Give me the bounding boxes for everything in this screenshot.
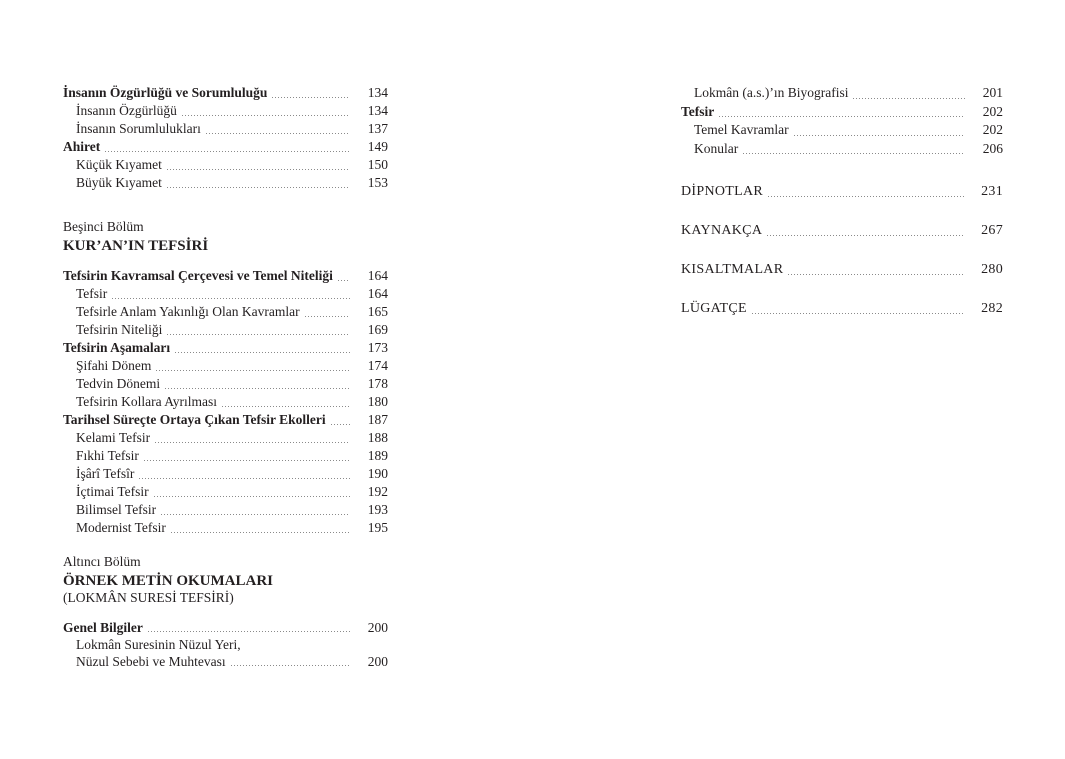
dot-leader [794, 135, 965, 136]
toc-entry-label: Tefsir [681, 103, 715, 119]
toc-entry-page: 190 [367, 466, 388, 481]
toc-entry-label: İnsanın Sorumlulukları [76, 121, 201, 136]
toc-entry [63, 375, 388, 393]
toc-entry-page: 188 [367, 430, 388, 445]
toc-entry-page: 173 [367, 340, 388, 355]
toc-entry-label: Tarihsel Süreçte Ortaya Çıkan Tefsir Ekolleri [63, 412, 326, 427]
toc-entry-label: Büyük Kıyamet [76, 175, 162, 190]
toc-entry-label: Kelami Tefsir [76, 430, 151, 445]
toc-entry [63, 653, 388, 670]
toc-entry [681, 103, 1003, 122]
toc-entry [63, 501, 388, 519]
toc-entry-page: 200 [367, 620, 388, 635]
dot-leader [156, 370, 350, 371]
toc-entry [63, 138, 388, 156]
toc-entry-label: DİPNOTLAR [681, 184, 764, 199]
toc-entry-label: Tefsirin Aşamaları [63, 340, 171, 355]
toc-entry-label: Bilimsel Tefsir [76, 502, 157, 517]
toc-entry-page: 153 [367, 175, 388, 190]
toc-entry-label: Tefsir [76, 286, 108, 301]
toc-block-genel-bilgiler [63, 619, 388, 670]
toc-entry [63, 411, 388, 429]
toc-right-page [681, 84, 1003, 318]
dot-leader [144, 460, 350, 461]
dot-leader [272, 97, 350, 98]
toc-entry-label: İçtimai Tefsir [76, 484, 149, 499]
toc-entry [63, 339, 388, 357]
toc-entry [63, 321, 388, 339]
dot-leader [767, 235, 965, 236]
toc-entry-label: Genel Bilgiler [63, 620, 143, 635]
toc-entry-label: İşârî Tefsîr [76, 466, 135, 481]
toc-entry [63, 357, 388, 375]
dot-leader [222, 406, 350, 407]
toc-entry [63, 465, 388, 483]
dot-leader [231, 665, 350, 666]
dot-leader [165, 388, 350, 389]
chapter-kicker: Altıncı Bölüm [63, 554, 141, 569]
toc-entry-label: Temel Kavramlar [694, 122, 789, 137]
dot-leader [154, 496, 350, 497]
dot-leader [112, 298, 350, 299]
dot-leader [105, 151, 350, 152]
chapter-title: ÖRNEK METİN OKUMALARI [63, 573, 274, 589]
toc-entry-label: Ahiret [63, 139, 101, 154]
dot-leader [206, 133, 350, 134]
toc-entry-label: KAYNAKÇA [681, 223, 763, 238]
dot-leader [338, 280, 350, 281]
toc-entry [63, 429, 388, 447]
dot-leader [139, 478, 350, 479]
toc-entry-page: 200 [367, 654, 388, 669]
toc-entry-label: Küçük Kıyamet [76, 157, 162, 172]
dot-leader [752, 313, 965, 314]
dot-leader [167, 169, 350, 170]
toc-entry-page: 193 [367, 502, 388, 517]
toc-entry [63, 267, 388, 285]
toc-entry-page: 282 [981, 301, 1003, 316]
toc-entry [681, 222, 1003, 240]
dot-leader [175, 352, 350, 353]
toc-entry [63, 285, 388, 303]
toc-entry-page: 206 [982, 140, 1003, 156]
toc-entry [681, 140, 1003, 159]
toc-entry-page: 178 [367, 376, 388, 391]
toc-entry [63, 84, 388, 102]
dot-leader [788, 274, 965, 275]
toc-entry-page: 164 [367, 268, 388, 283]
toc-entry-page: 192 [367, 484, 388, 499]
toc-block-lokman [681, 84, 1003, 158]
toc-entry-label: Lokmân (a.s.)’ın Biyografisi [694, 85, 849, 100]
dot-leader [167, 187, 350, 188]
dot-leader [853, 98, 965, 99]
toc-entry [63, 393, 388, 411]
chapter-kicker: Beşinci Bölüm [63, 219, 144, 234]
toc-entry [63, 174, 388, 192]
toc-entry-page: 137 [367, 121, 388, 136]
toc-entry [63, 102, 388, 120]
chapter-subtitle: (LOKMÂN SURESİ TEFSİRİ) [63, 590, 234, 605]
toc-entry [63, 519, 388, 537]
chapter-heading-five [63, 217, 388, 255]
toc-entry-label: Tedvin Dönemi [76, 376, 161, 391]
toc-entry [681, 84, 1003, 103]
toc-entry-page: 187 [367, 412, 388, 427]
dot-leader [331, 424, 350, 425]
toc-entry-page: 201 [982, 85, 1003, 100]
toc-entry [681, 183, 1003, 201]
dot-leader [768, 196, 965, 197]
toc-entry-page: 165 [367, 304, 388, 319]
toc-entry-label: Tefsirin Kollara Ayrılması [76, 394, 218, 409]
toc-entry [63, 619, 388, 636]
toc-entry [63, 120, 388, 138]
toc-entry-label: LÜGATÇE [681, 301, 747, 316]
dot-leader [305, 316, 350, 317]
dot-leader [155, 442, 350, 443]
toc-block-faith [63, 84, 388, 192]
toc-entry-label: Tefsirin Niteliği [76, 322, 163, 337]
toc-entry-label: Şifahi Dönem [76, 358, 152, 373]
toc-entry-label: KISALTMALAR [681, 262, 784, 277]
toc-entry [681, 261, 1003, 279]
toc-entry-label: Fıkhi Tefsir [76, 448, 139, 463]
toc-entry-page: 164 [367, 286, 388, 301]
toc-entry-label: İnsanın Özgürlüğü [76, 103, 177, 118]
toc-entry-page: 149 [367, 139, 388, 154]
toc-entry-label: Tefsirle Anlam Yakınlığı Olan Kavramlar [76, 304, 300, 319]
chapter-heading-six [63, 552, 388, 606]
toc-entry-page: 189 [367, 448, 388, 463]
toc-entry-page: 150 [367, 157, 388, 172]
toc-entry [63, 447, 388, 465]
chapter-title: KUR’AN’IN TEFSİRİ [63, 238, 209, 254]
dot-leader [161, 514, 350, 515]
toc-entry-label: Lokmân Suresinin Nüzul Yeri, [76, 637, 241, 652]
toc-entry-page: 134 [367, 103, 388, 118]
toc-entry [681, 121, 1003, 140]
toc-entry-page: 202 [982, 103, 1003, 119]
dot-leader [743, 153, 965, 154]
dot-leader [171, 532, 350, 533]
toc-block-tefsir [63, 267, 388, 537]
dot-leader [182, 115, 350, 116]
toc-entry [63, 483, 388, 501]
toc-entry-page: 174 [367, 358, 388, 373]
toc-entry-label: Nüzul Sebebi ve Muhtevası [76, 654, 226, 669]
toc-left-page [63, 84, 388, 670]
toc-entry-page: 280 [981, 262, 1003, 277]
toc-entry-page: 267 [981, 223, 1003, 238]
toc-entry-label: İnsanın Özgürlüğü ve Sorumluluğu [63, 85, 268, 100]
toc-entry [63, 303, 388, 321]
toc-entry-page: 169 [367, 322, 388, 337]
toc-entry-page: 231 [981, 184, 1003, 199]
toc-entry [63, 156, 388, 174]
toc-entry-wrap-line [63, 636, 388, 653]
toc-entry-page: 180 [367, 394, 388, 409]
toc-entry-page: 134 [367, 85, 388, 100]
dot-leader [167, 334, 350, 335]
toc-entry-label: Modernist Tefsir [76, 520, 166, 535]
dot-leader [719, 116, 965, 117]
toc-entry-page: 202 [982, 122, 1003, 137]
toc-entry-label: Tefsirin Kavramsal Çerçevesi ve Temel Niteliği [63, 268, 333, 283]
toc-entry-label: Konular [694, 140, 739, 156]
toc-block-backmatter [681, 183, 1003, 318]
toc-entry [681, 300, 1003, 318]
dot-leader [148, 631, 350, 632]
toc-entry-page: 195 [367, 520, 388, 535]
